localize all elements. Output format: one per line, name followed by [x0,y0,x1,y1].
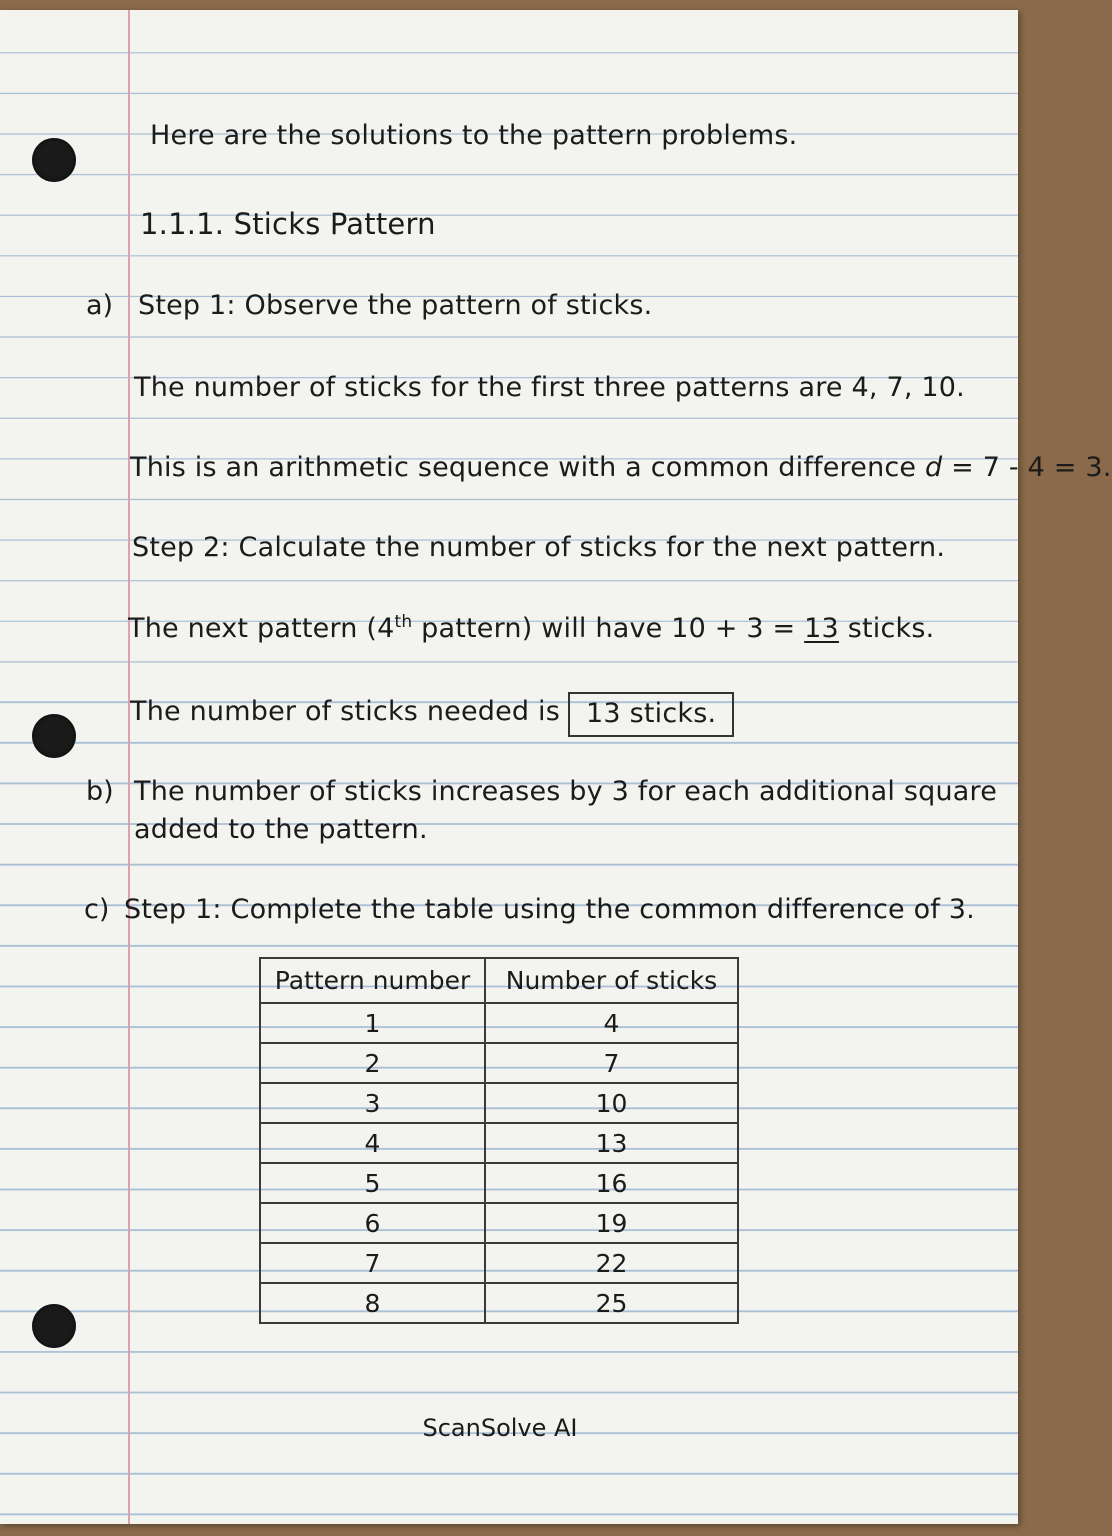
pattern-number-cell: 1 [260,1003,485,1043]
punch-hole-bottom [32,1304,76,1348]
sticks-cell: 19 [485,1203,738,1243]
pattern-number-cell: 5 [260,1163,485,1203]
intro-text: Here are the solutions to the pattern problems. [150,120,798,151]
sticks-cell: 4 [485,1003,738,1043]
pattern-number-cell: 7 [260,1243,485,1283]
notebook-page [0,10,1112,1524]
sticks-cell: 25 [485,1283,738,1323]
part-a-line2 [130,452,1112,483]
sticks-cell: 10 [485,1083,738,1123]
part-b-line1: The number of sticks increases by 3 for each additional square [134,776,998,807]
punch-hole-top [32,138,76,182]
sticks-cell: 7 [485,1043,738,1083]
line2-prefix: This is an arithmetic sequence with a common difference [130,452,926,483]
part-c-step1: Step 1: Complete the table using the common difference of 3. [124,894,975,925]
pattern-number-cell: 6 [260,1203,485,1243]
table-row [260,1083,738,1123]
ordinal-suffix: th [394,612,413,632]
sticks-cell: 13 [485,1123,738,1163]
pattern-number-cell: 4 [260,1123,485,1163]
pattern-number-cell: 8 [260,1283,485,1323]
punch-hole-middle [32,714,76,758]
table-row [260,1123,738,1163]
margin-line [128,10,130,1524]
part-b-line2: added to the pattern. [134,814,428,845]
part-a-line1: The number of sticks for the first three patterns are 4, 7, 10. [134,372,965,403]
sticks-cell: 22 [485,1243,738,1283]
part-a-label: a) [86,290,114,321]
pattern-number-cell: 3 [260,1083,485,1123]
difference-variable: d [925,452,943,483]
underlined-result: 13 [804,613,839,644]
part-c-label: c) [84,894,110,925]
part-a-step1: Step 1: Observe the pattern of sticks. [138,290,653,321]
section-heading: 1.1.1. Sticks Pattern [140,207,436,241]
table-row [260,1283,738,1323]
table-row [260,1043,738,1083]
header-pattern-number: Pattern number [260,958,485,1003]
footer-brand: ScanSolve AI [422,1414,578,1442]
pattern-number-cell: 2 [260,1043,485,1083]
sticks-table [259,957,739,1324]
table-header-row [260,958,738,1003]
header-number-of-sticks: Number of sticks [485,958,738,1003]
part-a-answer [130,690,734,735]
table-row [260,1243,738,1283]
table-row [260,1203,738,1243]
answer-prefix: The number of sticks needed is [130,696,561,727]
part-b-label: b) [86,776,114,807]
part-a-step2: Step 2: Calculate the number of sticks for the next pattern. [132,532,946,563]
line3-start: The next pattern (4 [128,613,395,644]
table-row [260,1003,738,1043]
table-row [260,1163,738,1203]
part-a-line3 [128,612,934,644]
boxed-answer: 13 sticks. [568,692,734,737]
sticks-cell: 16 [485,1163,738,1203]
line2-expression: = 7 - 4 = 3. [942,452,1112,483]
line3-middle: pattern) will have 10 + 3 = [412,613,805,644]
line3-end: sticks. [838,613,935,644]
